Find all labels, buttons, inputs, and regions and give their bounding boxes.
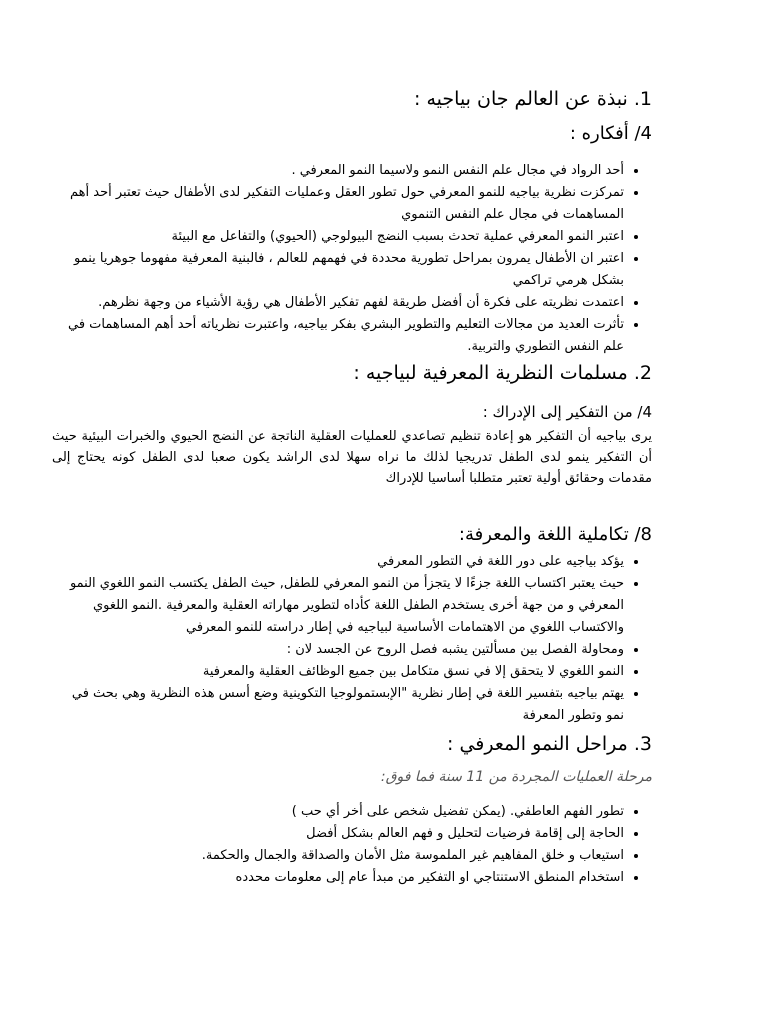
section-2-heading: 2. مسلمات النظرية المعرفية لبياجيه : — [353, 362, 652, 384]
section-3-heading: 3. مراحل النمو المعرفي : — [447, 733, 652, 755]
thinking-paragraph: يرى بياجيه أن التفكير هو إعادة تنظيم تصاعدي للعمليات العقلية الناتجة عن النضج الحيوي والخبرات البيئية حيث أن التفكير ينمو لدى الطفل تدريجيا لذلك ما نراه سهلا لدى الراشد يكون صعبا لدى الطفل كونه يحتاج إلى مقدمات وحقائق أولية تعتبر متطلبا أساسيا للإدراك — [52, 429, 652, 486]
list-item: • يؤكد بياجيه على دور اللغة في التطور المعرفي — [52, 551, 624, 573]
list-item: • استيعاب و خلق المفاهيم غير الملموسة مثل الأمان والصداقة والجمال والحكمة. — [52, 845, 624, 867]
stage-caption: مرحلة العمليات المجردة من 11 سنة فما فوق: — [380, 769, 652, 785]
section-1-heading: 1. نبذة عن العالم جان بياجيه : — [414, 88, 652, 110]
list-item: • يهتم بياجيه بتفسير اللغة في إطار نظرية "الإبستمولوجيا التكوينية وضع أسس هذه النظرية وهي بحث في نمو وتطور المعرفة — [52, 683, 624, 727]
list-item: • ومحاولة الفصل بين مسألتين يشبه فصل الروح عن الجسد لان : — [52, 639, 624, 661]
stage-list — [52, 801, 652, 889]
list-item: • تمركزت نظرية بياجيه للنمو المعرفي حول تطور العقل وعمليات التفكير لدى الأطفال حيث تعتبر أحد أهم المساهمات في مجال علم النفس التنموي — [52, 182, 624, 226]
language-list — [52, 551, 652, 727]
list-item: • استخدام المنطق الاستنتاجي او التفكير من مبدأ عام إلى معلومات محدده — [52, 867, 624, 889]
ideas-subheading: 4/ أفكاره : — [569, 123, 652, 144]
list-item: • النمو اللغوي لا يتحقق إلا في نسق متكامل بين جميع الوظائف العقلية والمعرفية — [52, 661, 624, 683]
language-subheading: 8/ تكاملية اللغة والمعرفة: — [458, 524, 652, 545]
ideas-list — [52, 160, 652, 358]
thinking-subheading: 4/ من التفكير إلى الإدراك : — [482, 403, 652, 421]
list-item: • حيث يعتبر اكتساب اللغة جزءًا لا يتجزأ من النمو المعرفي للطفل, حيث الطفل يكتسب النمو اللغوي النمو المعرفي و من جهة أخرى يستخدم الطفل اللغة كأداه لتطوير مهاراته العقلية والمعرفية .النمو اللغوي والاكتساب اللغوي من الاهتمامات الأساسية لبياجيه في إطار دراسته للنمو المعرفي — [52, 573, 624, 639]
list-item: • الحاجة إلى إقامة فرضيات لتحليل و فهم العالم بشكل أفضل — [52, 823, 624, 845]
list-item: • اعتمدت نظريته على فكرة أن أفضل طريقة لفهم تفكير الأطفال هي رؤية الأشياء من وجهة نظرهم. — [52, 292, 624, 314]
list-item: • اعتبر النمو المعرفي عملية تحدث بسبب النضج البيولوجي (الحيوي) والتفاعل مع البيئة — [52, 226, 624, 248]
list-item: • أحد الرواد في مجال علم النفس النمو ولاسيما النمو المعرفي . — [52, 160, 624, 182]
list-item: • اعتبر ان الأطفال يمرون بمراحل تطورية محددة في فهمهم للعالم ، فالبنية المعرفية مفهوما جوهريا ينمو بشكل هرمي تراكمي — [52, 248, 624, 292]
list-item: • تأثرت العديد من مجالات التعليم والتطوير البشري بفكر بياجيه، واعتبرت نظرياته أحد أهم المساهمات في علم النفس التطوري والتربية. — [52, 314, 624, 358]
list-item: • تطور الفهم العاطفي. (يمكن تفضيل شخص على أخر أي حب ) — [52, 801, 624, 823]
